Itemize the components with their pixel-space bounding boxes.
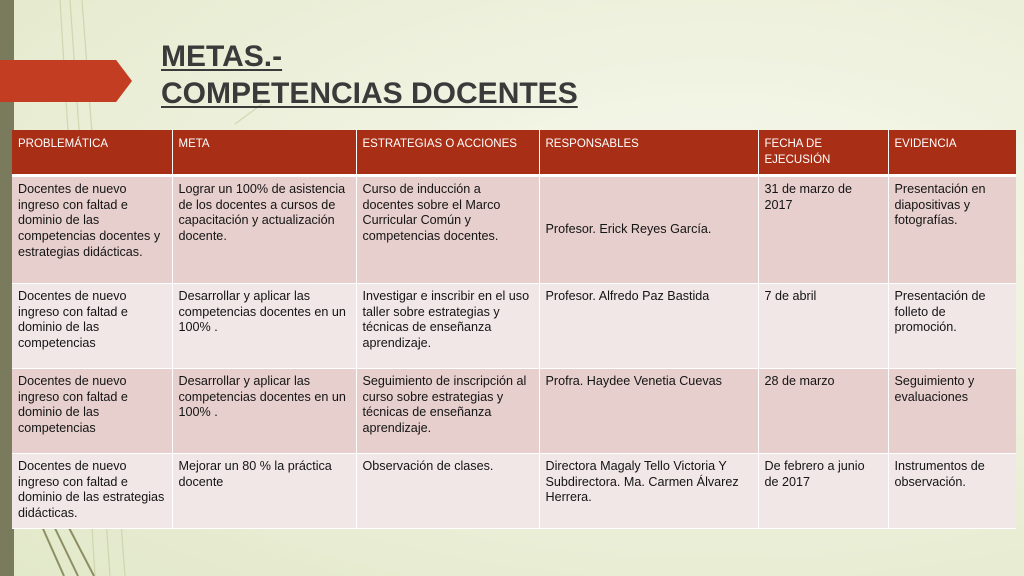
title-arrow-accent [0,60,132,102]
table-cell: De febrero a junio de 2017 [758,454,888,528]
table-cell: Profesor. Alfredo Paz Bastida [539,284,758,369]
header-meta: META [172,130,356,176]
table-row [12,284,1016,369]
table-cell: Presentación en diapositivas y fotografías. [888,176,1016,284]
table-cell: 28 de marzo [758,369,888,454]
goals-table [12,130,1016,529]
table-cell: Seguimiento y evaluaciones [888,369,1016,454]
slide-title [161,38,578,112]
table-header-row [12,130,1016,176]
table-row [12,176,1016,284]
table-cell: Investigar e inscribir en el uso taller sobre estrategias y técnicas de enseñanza aprendizaje. [356,284,539,369]
table-row [12,369,1016,454]
slide-title-line1: METAS.- [161,40,283,73]
table-cell: Presentación de folleto de promoción. [888,284,1016,369]
table-cell: Directora Magaly Tello Victoria Y Subdirectora. Ma. Carmen Álvarez Herrera. [539,454,758,528]
header-estrategias: ESTRATEGIAS O ACCIONES [356,130,539,176]
table-row [12,454,1016,528]
header-responsables: RESPONSABLES [539,130,758,176]
table-cell: Docentes de nuevo ingreso con faltad e dominio de las competencias docentes y estrategias didácticas. [12,176,172,284]
table-cell: Instrumentos de observación. [888,454,1016,528]
table-cell: Observación de clases. [356,454,539,528]
table-cell: 31 de marzo de 2017 [758,176,888,284]
table-cell: Mejorar un 80 % la práctica docente [172,454,356,528]
header-evidencia: EVIDENCIA [888,130,1016,176]
table-cell: Docentes de nuevo ingreso con faltad e dominio de las competencias [12,369,172,454]
table-cell: Desarrollar y aplicar las competencias docentes en un 100% . [172,284,356,369]
table-cell: Seguimiento de inscripción al curso sobre estrategias y técnicas de enseñanza aprendizaje. [356,369,539,454]
table-cell: Lograr un 100% de asistencia de los docentes a cursos de capacitación y actualización docente. [172,176,356,284]
table-cell: 7 de abril [758,284,888,369]
header-problematica: PROBLEMÁTICA [12,130,172,176]
table-cell: Docentes de nuevo ingreso con faltad e dominio de las competencias [12,284,172,369]
table-cell: Docentes de nuevo ingreso con faltad e dominio de las estrategias didácticas. [12,454,172,528]
table-cell: Profesor. Erick Reyes García. [539,176,758,284]
slide-title-line2: COMPETENCIAS DOCENTES [161,77,578,110]
table-cell: Curso de inducción a docentes sobre el Marco Curricular Común y competencias docentes. [356,176,539,284]
table-cell: Desarrollar y aplicar las competencias docentes en un 100% . [172,369,356,454]
header-fecha: FECHA DE EJECUSIÓN [758,130,888,176]
table-cell: Profra. Haydee Venetia Cuevas [539,369,758,454]
